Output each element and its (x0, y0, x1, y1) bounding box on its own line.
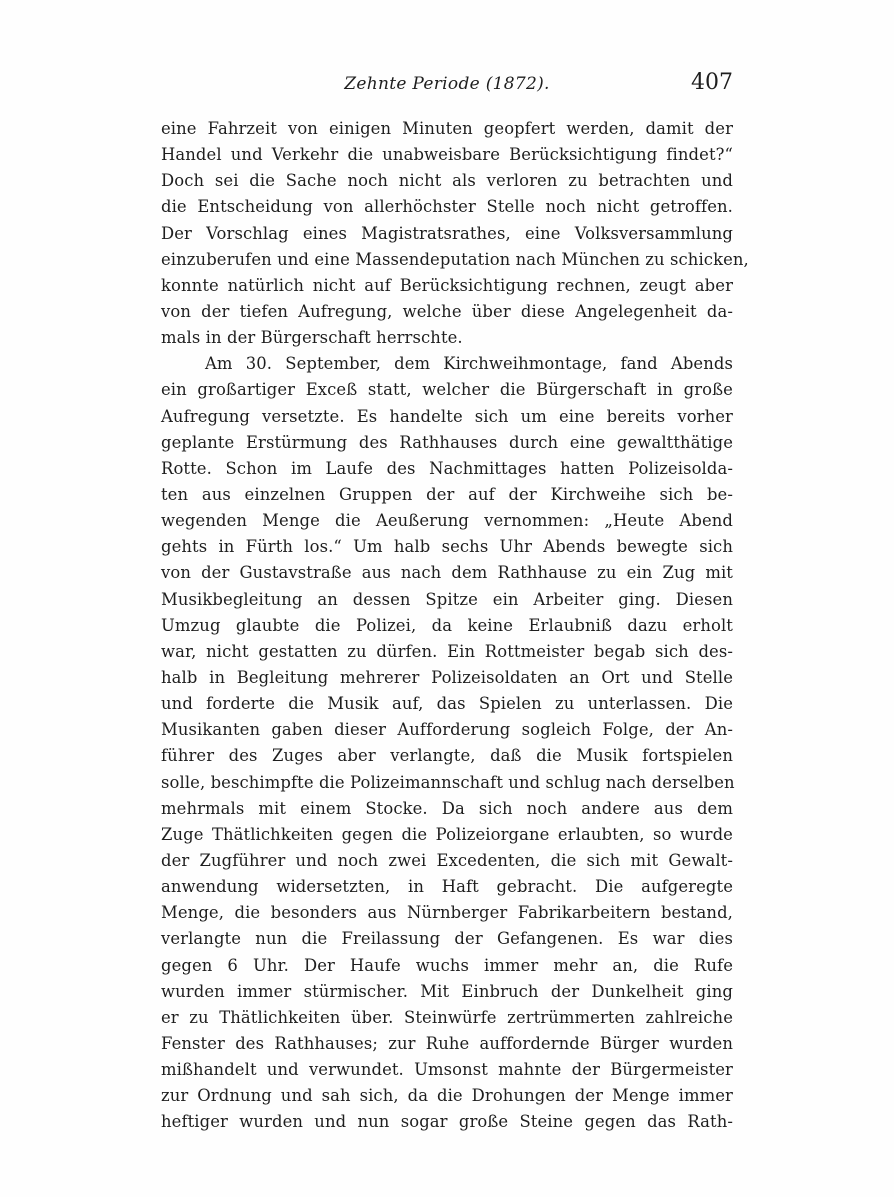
text-line: halb in Begleitung mehrerer Polizeisoldaten an Ort und Stelle (161, 667, 733, 687)
text-line: der Zugführer und noch zwei Excedenten, die sich mit Gewalt- (161, 850, 733, 870)
text-line: wurden immer stürmischer. Mit Einbruch der Dunkelheit ging (161, 981, 733, 1001)
body-text (161, 116, 749, 1135)
text-line: Umzug glaubte die Polizei, da keine Erlaubniß dazu erholt (161, 615, 733, 635)
text-line: konnte natürlich nicht auf Berücksichtigung rechnen, zeugt aber (161, 275, 733, 295)
page-number: 407 (691, 70, 733, 95)
text-line: Rotte. Schon im Laufe des Nachmittages hatten Polizeisolda- (161, 458, 733, 478)
text-line: er zu Thätlichkeiten über. Steinwürfe zertrümmerten zahlreiche (161, 1007, 733, 1027)
text-line: wegenden Menge die Aeußerung vernommen: „Heute Abend (161, 511, 733, 531)
text-line: gegen 6 Uhr. Der Haufe wuchs immer mehr an, die Rufe (161, 955, 733, 975)
text-line: Doch sei die Sache noch nicht als verloren zu betrachten und (161, 171, 733, 191)
text-line: Menge, die besonders aus Nürnberger Fabrikarbeitern bestand, (161, 903, 733, 923)
text-line: mißhandelt und verwundet. Umsonst mahnte der Bürgermeister (161, 1060, 733, 1080)
text-line: von der Gustavstraße aus nach dem Rathhause zu ein Zug mit (161, 563, 733, 583)
text-line: gehts in Fürth los.“ Um halb sechs Uhr Abends bewegte sich (161, 537, 733, 557)
text-line: Der Vorschlag eines Magistratsrathes, eine Volksversammlung (161, 223, 733, 243)
text-line: geplante Erstürmung des Rathhauses durch eine gewaltthätige (161, 432, 733, 452)
text-line: ein großartiger Exceß statt, welcher die Bürgerschaft in große (161, 380, 733, 400)
page-header (161, 70, 733, 102)
text-line: heftiger wurden und nun sogar große Steine gegen das Rath- (161, 1112, 733, 1132)
text-line: einzuberufen und eine Massendeputation nach München zu schicken, (161, 249, 749, 269)
text-line: mehrmals mit einem Stocke. Da sich noch andere aus dem (161, 798, 733, 818)
text-line: Handel und Verkehr die unabweisbare Berücksichtigung findet?“ (161, 145, 733, 165)
running-title: Zehnte Periode (1872). (344, 74, 550, 94)
text-line: zur Ordnung und sah sich, da die Drohungen der Menge immer (161, 1086, 733, 1106)
text-line: und forderte die Musik auf, das Spielen zu unterlassen. Die (161, 694, 733, 714)
text-line: eine Fahrzeit von einigen Minuten geopfert werden, damit der (161, 119, 733, 138)
text-line: Am 30. September, dem Kirchweihmontage, fand Abends (205, 354, 733, 374)
text-line: anwendung widersetzten, in Haft gebracht. Die aufgeregte (161, 877, 733, 897)
text-line: führer des Zuges aber verlangte, daß die Musik fortspielen (161, 746, 733, 766)
text-line: Musikbegleitung an dessen Spitze ein Arbeiter ging. Diesen (161, 589, 733, 609)
text-line: ten aus einzelnen Gruppen der auf der Kirchweihe sich be- (161, 484, 733, 504)
text-line: solle, beschimpfte die Polizeimannschaft und schlug nach derselben (161, 772, 735, 792)
text-line: von der tiefen Aufregung, welche über diese Angelegenheit da- (161, 301, 733, 321)
text-line: war, nicht gestatten zu dürfen. Ein Rottmeister begab sich des- (161, 641, 733, 661)
text-line: die Entscheidung von allerhöchster Stelle noch nicht getroffen. (161, 197, 733, 217)
text-line: Musikanten gaben dieser Aufforderung sogleich Folge, der An- (161, 720, 733, 740)
text-line: verlangte nun die Freilassung der Gefangenen. Es war dies (161, 929, 733, 949)
text-line: mals in der Bürgerschaft herrschte. (161, 328, 463, 348)
text-line: Fenster des Rathhauses; zur Ruhe auffordernde Bürger wurden (161, 1033, 733, 1053)
text-line: Zuge Thätlichkeiten gegen die Polizeiorgane erlaubten, so wurde (161, 824, 733, 844)
text-line: Aufregung versetzte. Es handelte sich um eine bereits vorher (161, 406, 733, 426)
